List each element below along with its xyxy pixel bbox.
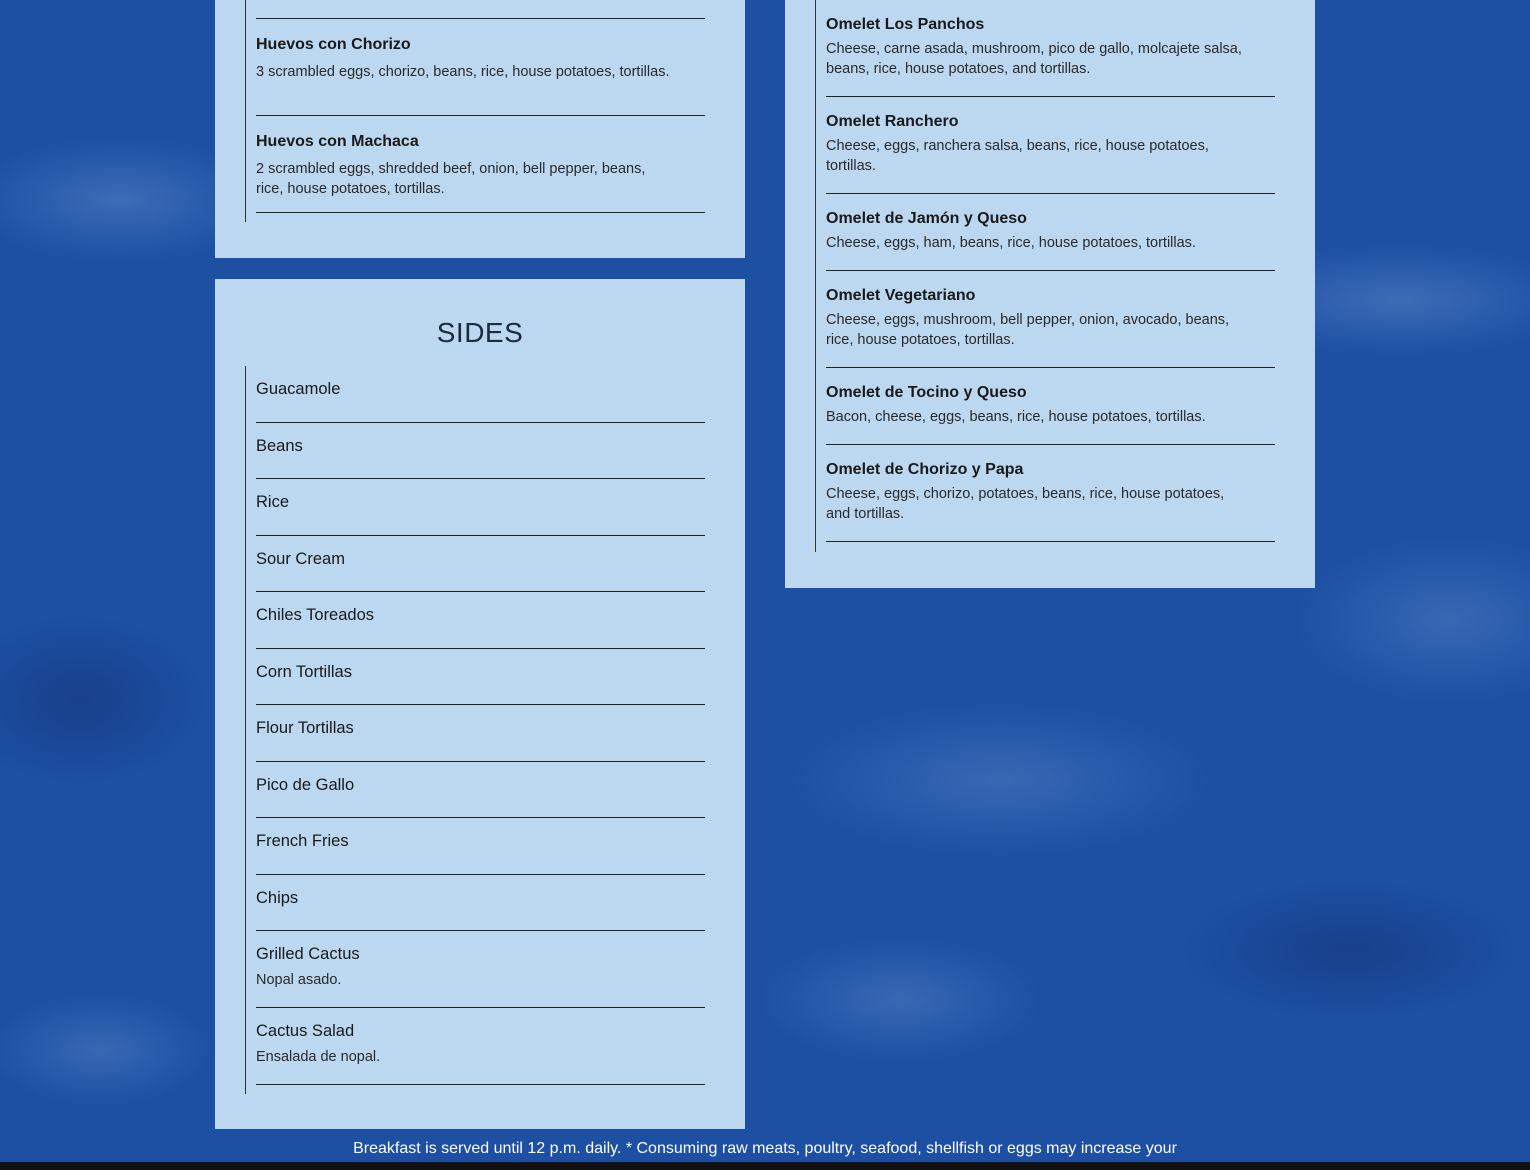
side-item-corn-tortillas xyxy=(256,649,705,706)
menu-item-omelet-tocino-y-queso xyxy=(826,368,1275,445)
menu-item-name: Corn Tortillas xyxy=(256,662,352,681)
menu-item-name: Omelet Vegetariano xyxy=(826,287,976,304)
menu-item-description: Cheese, eggs, mushroom, bell pepper, onion, avocado, beans, rice, house potatoes, tortillas. xyxy=(826,312,1230,348)
omelets-menu-panel xyxy=(785,0,1315,588)
sides-menu-panel xyxy=(215,279,745,1129)
side-item-pico-de-gallo xyxy=(256,762,705,819)
menu-item-name: Omelet de Chorizo y Papa xyxy=(826,461,1024,478)
side-item-guacamole xyxy=(256,366,705,423)
bottom-bar xyxy=(0,1162,1530,1170)
menu-item-huevos-con-machaca xyxy=(256,116,705,213)
menu-item-name: Omelet Los Panchos xyxy=(826,16,985,33)
side-item-rice xyxy=(256,479,705,536)
breakfast-menu-panel xyxy=(215,0,745,258)
list-item-divider xyxy=(256,0,705,19)
omelets-item-list xyxy=(815,0,1275,552)
side-item-chips xyxy=(256,875,705,932)
menu-item-name: Chiles Toreados xyxy=(256,606,375,624)
menu-item-name: Chips xyxy=(256,888,299,907)
menu-item-name: Omelet de Jamón y Queso xyxy=(826,210,1027,227)
sides-item-list xyxy=(245,366,705,1094)
side-item-french-fries xyxy=(256,818,705,875)
menu-item-huevos-con-chorizo xyxy=(256,19,705,116)
menu-item-description: Cheese, eggs, ranchera salsa, beans, rice, house potatoes, tortillas. xyxy=(826,138,1209,174)
section-title-sides: SIDES xyxy=(436,317,524,348)
menu-item-omelet-vegetariano xyxy=(826,271,1275,368)
menu-item-name: Grilled Cactus xyxy=(256,945,360,963)
menu-item-omelet-los-panchos xyxy=(826,0,1275,97)
side-item-sour-cream xyxy=(256,536,705,593)
menu-item-name: Cactus Salad xyxy=(256,1022,355,1040)
menu-item-name: Flour Tortillas xyxy=(256,719,354,737)
menu-item-description: 2 scrambled eggs, shredded beef, onion, bell pepper, beans, rice, house potatoes, tortillas. xyxy=(256,161,646,197)
menu-item-description: Cheese, eggs, chorizo, potatoes, beans, rice, house potatoes, and tortillas. xyxy=(826,486,1225,522)
menu-item-name: Rice xyxy=(256,493,290,511)
menu-item-description: 3 scrambled eggs, chorizo, beans, rice, house potatoes, tortillas. xyxy=(256,64,670,80)
menu-item-omelet-chorizo-y-papa xyxy=(826,445,1275,542)
side-item-flour-tortillas xyxy=(256,705,705,762)
side-item-grilled-cactus xyxy=(256,931,705,1008)
menu-item-name: Huevos con Chorizo xyxy=(256,36,411,53)
menu-item-name: Beans xyxy=(256,436,303,455)
menu-item-name: Huevos con Machaca xyxy=(256,133,419,150)
menu-item-omelet-jamon-y-queso xyxy=(826,194,1275,271)
side-item-beans xyxy=(256,423,705,480)
menu-item-name: Guacamole xyxy=(256,380,341,398)
menu-item-name: Pico de Gallo xyxy=(256,775,355,794)
menu-item-name: Omelet Ranchero xyxy=(826,113,959,130)
menu-item-description: Cheese, eggs, ham, beans, rice, house potatoes, tortillas. xyxy=(826,235,1196,251)
menu-item-description: Ensalada de nopal. xyxy=(256,1049,381,1065)
menu-item-description: Cheese, carne asada, mushroom, pico de gallo, molcajete salsa, beans, rice, house potatoes, and tortillas. xyxy=(826,41,1242,77)
menu-item-name: French Fries xyxy=(256,832,349,850)
menu-item-description: Bacon, cheese, eggs, beans, rice, house potatoes, tortillas. xyxy=(826,409,1206,425)
side-item-cactus-salad xyxy=(256,1008,705,1085)
menu-item-omelet-ranchero xyxy=(826,97,1275,194)
menu-item-name: Omelet de Tocino y Queso xyxy=(826,384,1027,401)
footer-disclaimer: Breakfast is served until 12 p.m. daily. * Consuming raw meats, poultry, seafood, shellfish or eggs may increase your xyxy=(353,1140,1177,1157)
side-item-chiles-toreados xyxy=(256,592,705,649)
breakfast-item-list xyxy=(245,0,705,222)
menu-item-name: Sour Cream xyxy=(256,549,345,568)
menu-item-description: Nopal asado. xyxy=(256,972,342,988)
